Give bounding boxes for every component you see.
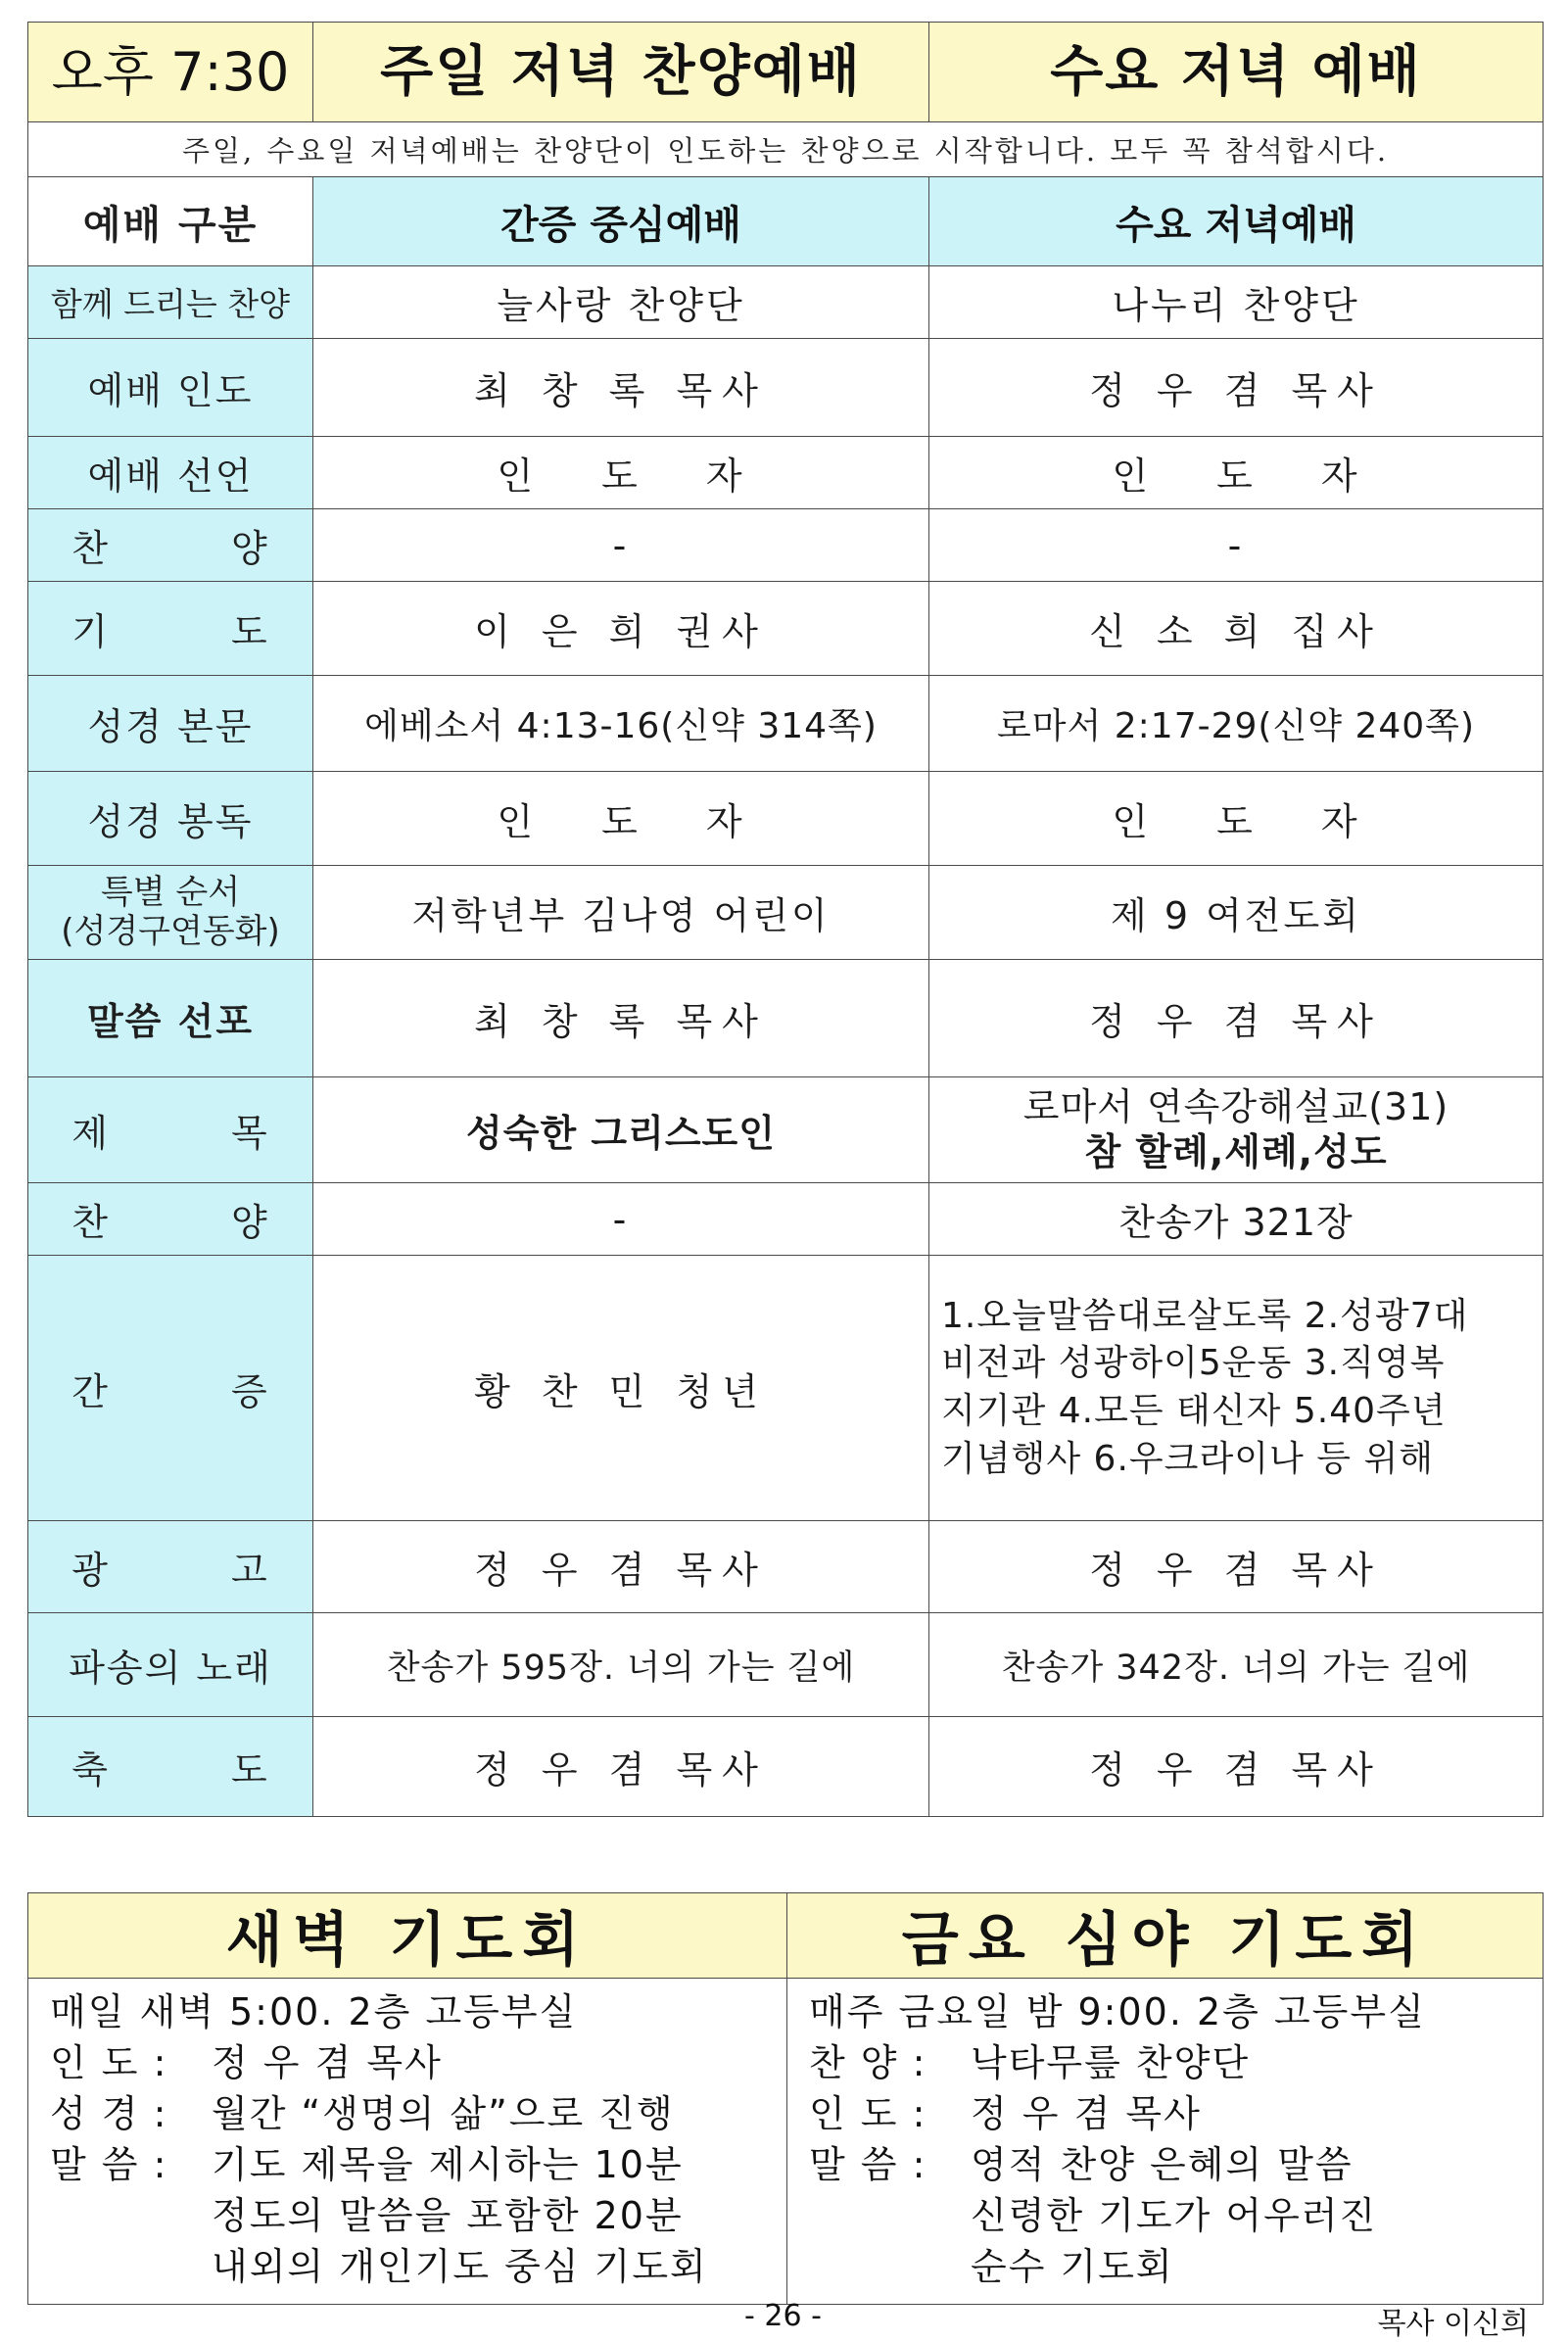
notice-row bbox=[28, 122, 1544, 177]
sunday-value: 정 우 겸 목사 bbox=[313, 1717, 929, 1817]
dawn-bible-line bbox=[50, 2088, 771, 2139]
dawn-word-key: 말 씀 : bbox=[50, 2143, 168, 2187]
sunday-value: 늘사랑 찬양단 bbox=[313, 266, 929, 339]
worship-schedule-sheet bbox=[27, 22, 1543, 1817]
friday-word-key: 말 씀 : bbox=[809, 2143, 927, 2187]
sunday-value: - bbox=[313, 509, 929, 582]
sunday-value: 황 찬 민 청년 bbox=[313, 1256, 929, 1521]
sermon-title-wednesday bbox=[929, 1077, 1544, 1183]
wednesday-value: - bbox=[929, 509, 1544, 582]
row-label: 예배 선언 bbox=[28, 437, 313, 509]
sunday-value: 정 우 겸 목사 bbox=[313, 1521, 929, 1613]
sunday-value: 찬송가 595장. 너의 가는 길에 bbox=[313, 1613, 929, 1717]
wednesday-value: 정 우 겸 목사 bbox=[929, 1521, 1544, 1613]
sunday-value: 최 창 록 목사 bbox=[313, 339, 929, 437]
sunday-evening-title: 주일 저녁 찬양예배 bbox=[313, 23, 929, 122]
dawn-prayer-title: 새벽 기도회 bbox=[28, 1893, 787, 1979]
prayer-meetings-box bbox=[27, 1892, 1543, 2305]
row-label: 광 고 bbox=[28, 1521, 313, 1613]
friday-praise-key: 찬 양 : bbox=[809, 2041, 927, 2085]
column-wednesday-header: 수요 저녁예배 bbox=[929, 177, 1544, 266]
wednesday-value: 신 소 희 집사 bbox=[929, 582, 1544, 676]
table-row bbox=[28, 437, 1544, 509]
dawn-bible: 월간 “생명의 삶”으로 진행 bbox=[212, 2092, 675, 2136]
column-sunday-header: 간증 중심예배 bbox=[313, 177, 929, 266]
page-number: - 26 - bbox=[744, 2299, 822, 2333]
dawn-word-1: 기도 제목을 제시하는 10분 bbox=[212, 2143, 684, 2187]
pastor-name: 목사 이신희 bbox=[1377, 2307, 1529, 2341]
friday-prayer-details bbox=[787, 1979, 1544, 2305]
friday-schedule: 매주 금요일 밤 9:00. 2층 고등부실 bbox=[809, 1990, 1426, 2033]
row-label: 축 도 bbox=[28, 1717, 313, 1817]
list-item: 1.오늘말씀대로살도록 2.성광7대 bbox=[941, 1295, 1469, 1336]
list-item: 비전과 성광하이5운동 3.직영복 bbox=[941, 1343, 1446, 1384]
prayer-meetings-table bbox=[27, 1892, 1544, 2305]
wednesday-value: 정 우 겸 목사 bbox=[929, 960, 1544, 1077]
friday-word-1: 영적 찬양 은혜의 말씀 bbox=[971, 2143, 1354, 2187]
sunday-value: 저학년부 김나영 어린이 bbox=[313, 866, 929, 960]
row-label: 기 도 bbox=[28, 582, 313, 676]
dawn-word-3: 내외의 개인기도 중심 기도회 bbox=[212, 2245, 708, 2289]
friday-leader: 정 우 겸 목사 bbox=[971, 2092, 1202, 2136]
worship-time: 오후 7:30 bbox=[28, 23, 313, 122]
table-row bbox=[28, 1077, 1544, 1183]
table-row bbox=[28, 1613, 1544, 1717]
wednesday-evening-title: 수요 저녁 예배 bbox=[929, 23, 1544, 122]
dawn-schedule: 매일 새벽 5:00. 2층 고등부실 bbox=[50, 1990, 578, 2033]
dawn-leader: 정 우 겸 목사 bbox=[212, 2041, 443, 2085]
table-row bbox=[28, 509, 1544, 582]
row-label: 예배 인도 bbox=[28, 339, 313, 437]
wednesday-value: 제 9 여전도회 bbox=[929, 866, 1544, 960]
testimony-prayer-list bbox=[929, 1256, 1544, 1521]
prayer-header-row bbox=[28, 1893, 1544, 1979]
row-label-line2: (성경구연동화) bbox=[61, 911, 280, 951]
dawn-leader-key: 인 도 : bbox=[50, 2041, 168, 2085]
dawn-word-2: 정도의 말씀을 포함한 20분 bbox=[212, 2194, 684, 2238]
sunday-value: 인 도 자 bbox=[313, 437, 929, 509]
friday-praise: 낙타무릎 찬양단 bbox=[971, 2041, 1251, 2085]
table-row bbox=[28, 772, 1544, 866]
dawn-prayer-details bbox=[28, 1979, 787, 2305]
sunday-value: 인 도 자 bbox=[313, 772, 929, 866]
wednesday-value: 인 도 자 bbox=[929, 437, 1544, 509]
friday-word-line bbox=[809, 2139, 1527, 2190]
table-row bbox=[28, 582, 1544, 676]
wednesday-value: 로마서 2:17-29(신약 240쪽) bbox=[929, 676, 1544, 772]
row-label: 찬 양 bbox=[28, 1183, 313, 1256]
friday-praise-line bbox=[809, 2037, 1527, 2088]
dawn-bible-key: 성 경 : bbox=[50, 2092, 168, 2136]
wednesday-value: 정 우 겸 목사 bbox=[929, 1717, 1544, 1817]
page-footer bbox=[0, 2299, 1568, 2341]
row-label: 제 목 bbox=[28, 1077, 313, 1183]
table-row bbox=[28, 866, 1544, 960]
friday-word-3: 순수 기도회 bbox=[971, 2245, 1174, 2289]
sunday-value: 최 창 록 목사 bbox=[313, 960, 929, 1077]
friday-leader-line bbox=[809, 2088, 1527, 2139]
wednesday-value: 나누리 찬양단 bbox=[929, 266, 1544, 339]
row-label: 말씀 선포 bbox=[28, 960, 313, 1077]
row-label: 찬 양 bbox=[28, 509, 313, 582]
header-row bbox=[28, 23, 1544, 122]
row-label bbox=[28, 866, 313, 960]
table-row bbox=[28, 1717, 1544, 1817]
friday-leader-key: 인 도 : bbox=[809, 2092, 927, 2136]
evening-worship-table bbox=[27, 22, 1544, 1817]
wednesday-value: 찬송가 321장 bbox=[929, 1183, 1544, 1256]
row-label: 성경 봉독 bbox=[28, 772, 313, 866]
sunday-value: - bbox=[313, 1183, 929, 1256]
sermon-title-sunday: 성숙한 그리스도인 bbox=[313, 1077, 929, 1183]
table-row bbox=[28, 676, 1544, 772]
dawn-word-line bbox=[50, 2139, 771, 2190]
table-row bbox=[28, 266, 1544, 339]
wednesday-value: 인 도 자 bbox=[929, 772, 1544, 866]
row-label: 간 증 bbox=[28, 1256, 313, 1521]
friday-word-2: 신령한 기도가 어우러진 bbox=[971, 2194, 1378, 2238]
sunday-value: 이 은 희 권사 bbox=[313, 582, 929, 676]
notice-text: 주일, 수요일 저녁예배는 찬양단이 인도하는 찬양으로 시작합니다. 모두 꼭 참석합시다. bbox=[28, 122, 1544, 177]
sermon-title-line1: 로마서 연속강해설교(31) bbox=[1022, 1084, 1449, 1128]
wednesday-value: 찬송가 342장. 너의 가는 길에 bbox=[929, 1613, 1544, 1717]
row-label-line1: 특별 순서 bbox=[100, 873, 241, 913]
table-row bbox=[28, 1256, 1544, 1521]
friday-prayer-title: 금요 심야 기도회 bbox=[787, 1893, 1544, 1979]
list-item: 지기관 4.모든 태신자 5.40주년 bbox=[941, 1391, 1447, 1431]
sermon-title-line2: 참 할례,세례,성도 bbox=[1084, 1129, 1388, 1173]
row-label: 성경 본문 bbox=[28, 676, 313, 772]
row-label: 함께 드리는 찬양 bbox=[28, 266, 313, 339]
table-row bbox=[28, 960, 1544, 1077]
table-row bbox=[28, 1183, 1544, 1256]
row-label: 파송의 노래 bbox=[28, 1613, 313, 1717]
wednesday-value: 정 우 겸 목사 bbox=[929, 339, 1544, 437]
column-label-header: 예배 구분 bbox=[28, 177, 313, 266]
table-row bbox=[28, 1521, 1544, 1613]
prayer-body-row bbox=[28, 1979, 1544, 2305]
list-item: 기념행사 6.우크라이나 등 위해 bbox=[941, 1438, 1434, 1479]
sunday-value: 에베소서 4:13-16(신약 314쪽) bbox=[313, 676, 929, 772]
column-header-row bbox=[28, 177, 1544, 266]
table-row bbox=[28, 339, 1544, 437]
dawn-leader-line bbox=[50, 2037, 771, 2088]
